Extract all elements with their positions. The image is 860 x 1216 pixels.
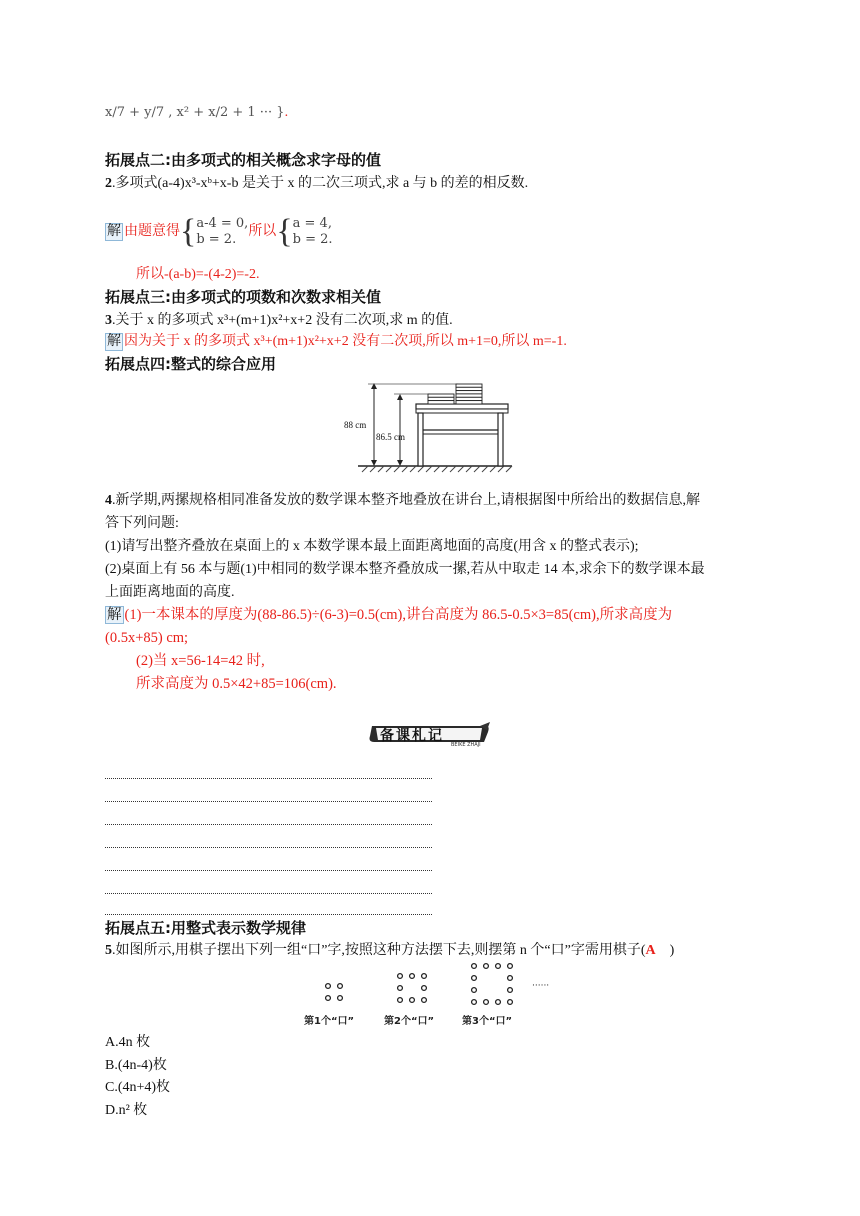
left-brace-2: { bbox=[276, 213, 293, 250]
desk-figure bbox=[340, 380, 515, 475]
solution-so: 所以 bbox=[248, 224, 277, 239]
solution-label: 解 bbox=[107, 607, 122, 623]
top-formula bbox=[105, 104, 288, 122]
note-line[interactable] bbox=[105, 870, 432, 871]
label-86-5cm: 86.5 cm bbox=[376, 432, 405, 442]
pattern-figure bbox=[300, 960, 560, 1032]
problem-text: .如图所示,用棋子摆出下列一组“口”字,按照这种方法摆下去,则摆第 n 个“口”字需用棋子( bbox=[112, 943, 646, 958]
section4-q2-l2: 上面距离地面的高度. bbox=[105, 585, 235, 600]
formula-image-text: x/7 + y/7 , x² + x/2 + 1 ··· } bbox=[105, 105, 285, 120]
notes-title: 备课札记 bbox=[380, 728, 444, 744]
problem-text: .关于 x 的多项式 x³+(m+1)x²+x+2 没有二次项,求 m 的值. bbox=[112, 313, 453, 328]
option-a[interactable]: A.4n 枚 bbox=[105, 1035, 151, 1050]
notes-banner bbox=[366, 722, 492, 750]
note-line[interactable] bbox=[105, 914, 432, 915]
solution-label: 解 bbox=[107, 334, 121, 349]
section2-heading: 拓展点二:由多项式的相关概念求字母的值 bbox=[105, 151, 382, 169]
solution-intro: 由题意得 bbox=[124, 224, 180, 239]
problem-number: 4 bbox=[105, 493, 112, 508]
section4-q2-l1: (2)桌面上有 56 本与题(1)中相同的数学课本整齐叠放成一摞,若从中取走 14 本,求余下的数学课本最 bbox=[105, 562, 705, 577]
section4-solution-l2: (0.5x+85) cm; bbox=[105, 630, 189, 646]
answer: A bbox=[645, 943, 656, 958]
system-2-eq2: b = 2. bbox=[292, 232, 333, 247]
section4-solution-l1 bbox=[105, 606, 672, 624]
system-2-eq1: a = 4, bbox=[292, 216, 332, 231]
section4-solution-l3: (2)当 x=56-14=42 时, bbox=[136, 653, 265, 669]
fig-label-1: 第1个“口” bbox=[304, 1016, 355, 1027]
note-line[interactable] bbox=[105, 847, 432, 848]
option-b[interactable]: B.(4n-4)枚 bbox=[105, 1058, 167, 1073]
label-88cm: 88 cm bbox=[344, 420, 367, 430]
note-line[interactable] bbox=[105, 824, 432, 825]
section4-solution-l4: 所求高度为 0.5×42+85=106(cm). bbox=[136, 676, 337, 692]
section3-problem bbox=[105, 312, 453, 330]
problem-close: ) bbox=[655, 943, 675, 958]
system-1-eq1: a-4 = 0, bbox=[196, 216, 249, 231]
system-1-eq2: b = 2. bbox=[196, 232, 237, 247]
note-line[interactable] bbox=[105, 801, 432, 802]
section5-heading: 拓展点五:用整式表示数学规律 bbox=[105, 919, 306, 937]
pattern-ellipsis: ······ bbox=[532, 981, 550, 991]
solution-label: 解 bbox=[107, 224, 121, 239]
section4-problem-l2: 答下列问题: bbox=[105, 516, 179, 531]
left-brace-1: { bbox=[180, 213, 197, 250]
fig-label-2: 第2个“口” bbox=[384, 1016, 435, 1027]
option-d[interactable]: D.n² 枚 bbox=[105, 1103, 148, 1118]
section2-solution-line2: 所以-(a-b)=-(4-2)=-2. bbox=[136, 267, 260, 282]
section4-heading: 拓展点四:整式的综合应用 bbox=[105, 355, 276, 373]
problem-number: 5 bbox=[105, 943, 112, 958]
section2-problem bbox=[105, 175, 528, 193]
system-2 bbox=[293, 216, 333, 248]
note-line[interactable] bbox=[105, 778, 432, 779]
problem-number: 3 bbox=[105, 313, 112, 328]
note-line[interactable] bbox=[105, 893, 432, 894]
notes-subtitle: BEIKE ZHAJI bbox=[451, 742, 481, 748]
section2-solution bbox=[105, 214, 333, 250]
solution-text: 因为关于 x 的多项式 x³+(m+1)x²+x+2 没有二次项,所以 m+1=0,所以 m=-1. bbox=[124, 334, 567, 349]
solution-text-l1: (1)一本课本的厚度为(88-86.5)÷(6-3)=0.5(cm),讲台高度为 86.5-0.5×3=85(cm),所求高度为 bbox=[124, 607, 673, 623]
problem-number: 2 bbox=[105, 176, 112, 191]
system-1 bbox=[196, 216, 248, 248]
section4-problem-l1 bbox=[105, 492, 700, 510]
section5-problem bbox=[105, 942, 674, 960]
problem-text: .多项式(a-4)x³-xᵇ+x-b 是关于 x 的二次三项式,求 a 与 b 的差的相反数. bbox=[112, 176, 529, 191]
problem-text-l1: .新学期,两摞规格相同准备发放的数学课本整齐地叠放在讲台上,请根据图中所给出的数据信息,解 bbox=[112, 493, 700, 508]
section3-solution bbox=[105, 333, 567, 351]
option-c[interactable]: C.(4n+4)枚 bbox=[105, 1080, 171, 1095]
section3-heading: 拓展点三:由多项式的项数和次数求相关值 bbox=[105, 288, 382, 306]
section4-q1: (1)请写出整齐叠放在桌面上的 x 本数学课本最上面距离地面的高度(用含 x 的整式表示); bbox=[105, 539, 639, 554]
formula-period: . bbox=[284, 105, 289, 120]
fig-label-3: 第3个“口” bbox=[462, 1016, 513, 1027]
